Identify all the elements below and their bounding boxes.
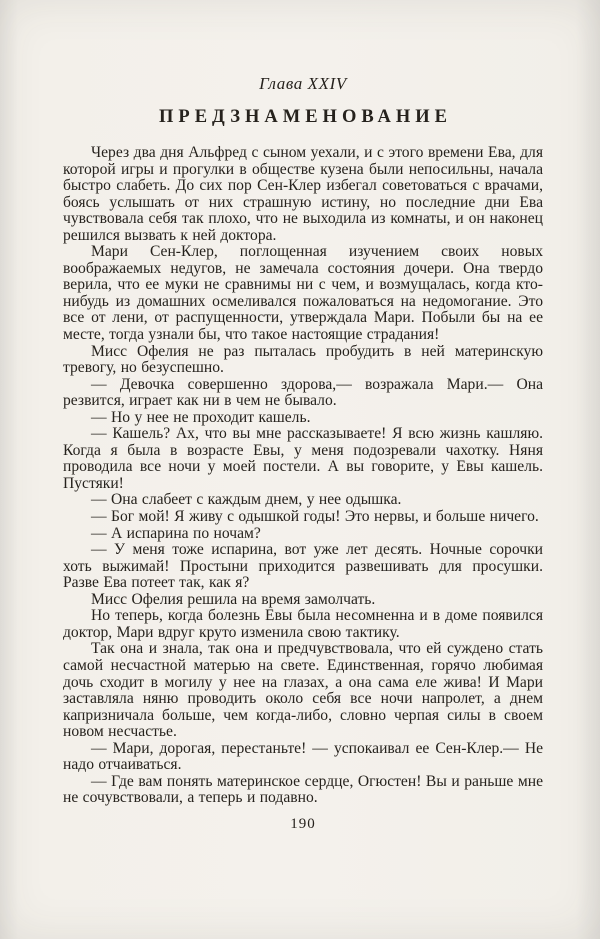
paragraph: Мари Сен-Клер, поглощенная изучением своих новых воображаемых недугов, не замечала состояния дочери. Она твердо верила, что ее муки не сравнимы ни с чем, и возмущалась, когда кто-нибудь из домашних осмеливался пожаловаться на недомогание. Это все от лени, от распущенности, утверждала Мари. Побыли бы на ее месте, тогда узнали бы, что такое настоящие страдания! [63, 243, 543, 344]
paragraph: — Мари, дорогая, перестаньте! — успокаивал ее Сен-Клер.— Не надо отчаиваться. [63, 739, 543, 774]
paragraph: — А испарина по ночам? [91, 524, 261, 542]
paragraph: Так она и знала, так она и предчувствовала, что ей суждено стать самой несчастной матерью на свете. Единственная, горячо любимая дочь сходит в могилу у нее на глазах, а она сама еле жива! И Мари заставляла няню проводить около себя все ночи напролет, а днем капризничала больше, чем когда-либо, словно черпая силы в своем новом несчастье. [63, 640, 543, 741]
paragraph: — Где вам понять материнское сердце, Огюстен! Вы и раньше мне не сочувствовали, а теперь и подавно. [63, 772, 543, 807]
paragraph: Мисс Офелия решила на время замолчать. [91, 590, 376, 608]
paragraph: — Но у нее не проходит кашель. [91, 408, 311, 426]
paragraph: — Кашель? Ах, что вы мне рассказываете! Я всю жизнь кашляю. Когда я была в возрасте Евы, у меня подозревали чахотку. Няня проводила все ночи у моей постели. А вы говорите, у Евы кашель. Пустяки! [63, 425, 543, 492]
paragraph: Мисс Офелия не раз пыталась пробудить в ней материнскую тревогу, но безуспешно. [63, 342, 543, 377]
chapter-label: Глава XXIV [259, 74, 347, 93]
chapter-title: ПРЕДЗНАМЕНОВАНИЕ [159, 107, 452, 127]
paragraph: Через два дня Альфред с сыном уехали, и с этого времени Ева, для которой игры и прогулки в обществе кузена были непосильны, начала быстро слабеть. До сих пор Сен-Клер избегал советоваться с врачами, боясь услышать от них страшную истину, но последние дни Ева чувствовала себя так плохо, что не выходила из комнаты, и он наконец решился вызвать к ней доктора. [63, 144, 543, 244]
paragraph: — Она слабеет с каждым днем, у нее одышка. [91, 491, 402, 509]
page-number: 190 [290, 815, 316, 832]
paragraph: — Девочка совершенно здорова,— возражала Мари.— Она резвится, играет как ни в чем не бывало. [63, 375, 543, 410]
paragraph: Но теперь, когда болезнь Евы была несомненна и в доме появился доктор, Мари вдруг круто изменила свою тактику. [63, 607, 543, 641]
paragraph: — У меня тоже испарина, вот уже лет десять. Ночные сорочки хоть выжимай! Простыни приходится развешивать для просушки. Разве Ева потеет так, как я? [63, 541, 543, 592]
paragraph: — Бог мой! Я живу с одышкой годы! Это нервы, и больше ничего. [91, 508, 539, 526]
body-text [63, 145, 543, 807]
